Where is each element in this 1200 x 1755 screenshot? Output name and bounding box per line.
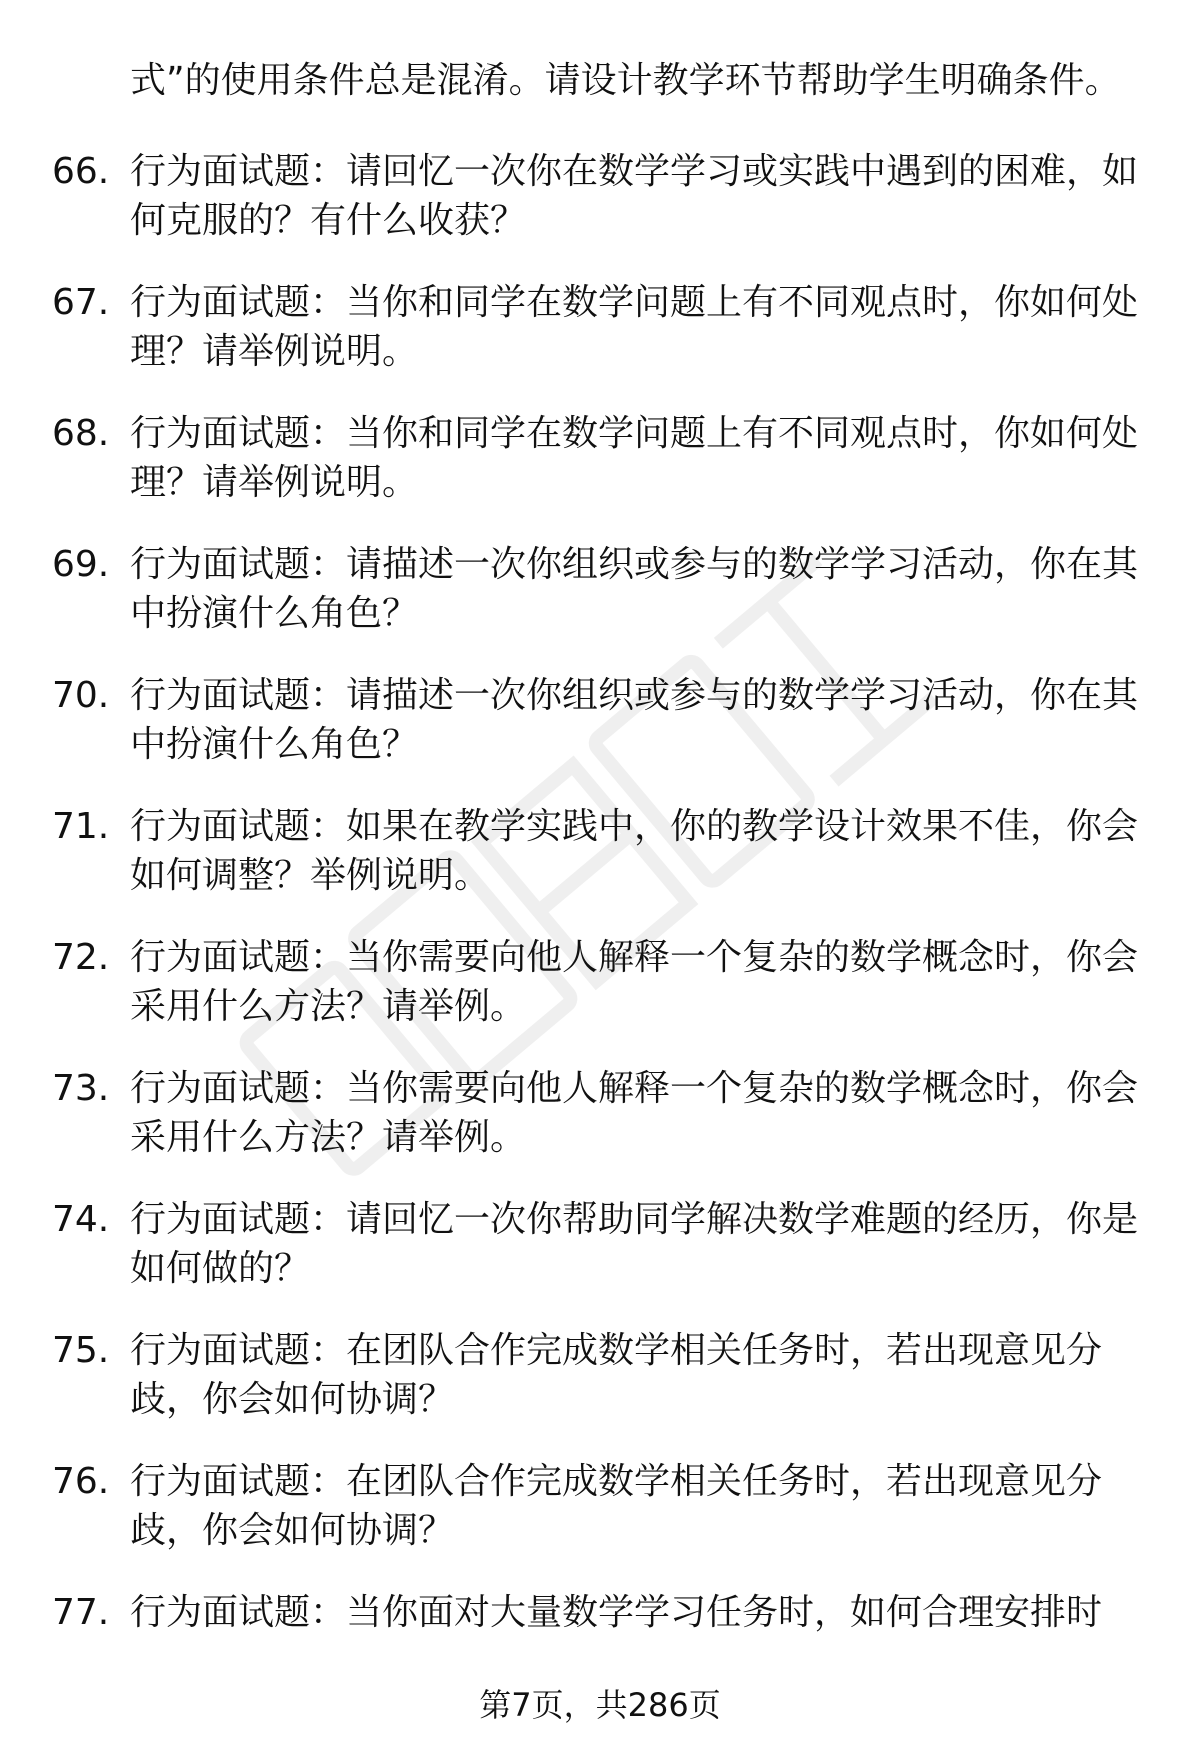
item-number: 70. — [52, 675, 110, 716]
item-text-line: 中扮演什么角色？ — [130, 593, 419, 634]
item-text-line: 行为面试题：请描述一次你组织或参与的数学学习活动，你在其 — [130, 675, 1139, 716]
item-number: 72. — [52, 937, 110, 978]
list-item — [52, 1064, 1152, 1195]
item-number: 68. — [52, 413, 110, 454]
item-text-line: 理？请举例说明。 — [130, 462, 419, 503]
item-number: 76. — [52, 1461, 110, 1502]
item-text-line: 行为面试题：当你需要向他人解释一个复杂的数学概念时，你会 — [130, 1068, 1139, 1109]
item-number: 66. — [52, 151, 110, 192]
list-item — [52, 1457, 1152, 1588]
item-text-line: 如何做的？ — [130, 1248, 311, 1289]
item-number: 77. — [52, 1592, 110, 1633]
item-text-line: 行为面试题：请描述一次你组织或参与的数学学习活动，你在其 — [130, 544, 1139, 585]
item-text — [130, 671, 1150, 769]
item-number: 75. — [52, 1330, 110, 1371]
list-item — [52, 1326, 1152, 1457]
item-text — [130, 1457, 1150, 1555]
item-text — [130, 278, 1150, 376]
item-text-line: 理？请举例说明。 — [130, 331, 419, 372]
item-number: 74. — [52, 1199, 110, 1240]
item-text — [130, 540, 1150, 638]
list-item — [52, 147, 1152, 278]
item-number: 71. — [52, 806, 110, 847]
item-text — [130, 147, 1150, 245]
item-text — [130, 1195, 1150, 1293]
item-text — [130, 1588, 1150, 1637]
item-text — [130, 933, 1150, 1031]
item-text-line: 歧，你会如何协调？ — [130, 1510, 455, 1551]
item-text-line: 何克服的？有什么收获？ — [130, 200, 527, 241]
item-text-line: 歧，你会如何协调？ — [130, 1379, 455, 1420]
list-item — [52, 933, 1152, 1064]
item-text-line: 行为面试题：当你和同学在数学问题上有不同观点时，你如何处 — [130, 413, 1139, 454]
question-list — [52, 147, 1152, 1719]
item-text-line: 行为面试题：请回忆一次你帮助同学解决数学难题的经历，你是 — [130, 1199, 1139, 1240]
list-item — [52, 802, 1152, 933]
page-footer: 第7页，共286页 — [479, 1686, 721, 1724]
item-text-line: 行为面试题：请回忆一次你在数学学习或实践中遇到的困难，如 — [130, 151, 1139, 192]
list-item — [52, 1195, 1152, 1326]
continuation-text: 式”的使用条件总是混淆。请设计教学环节帮助学生明确条件。 — [130, 60, 1121, 101]
list-item — [52, 671, 1152, 802]
item-text-line: 中扮演什么角色？ — [130, 724, 419, 765]
item-number: 67. — [52, 282, 110, 323]
list-item — [52, 409, 1152, 540]
item-text-line: 行为面试题：当你面对大量数学学习任务时，如何合理安排时 — [130, 1592, 1103, 1633]
item-text-line: 行为面试题：当你需要向他人解释一个复杂的数学概念时，你会 — [130, 937, 1139, 978]
item-text-line: 行为面试题：如果在教学实践中，你的教学设计效果不佳，你会 — [130, 806, 1139, 847]
item-text-line: 如何调整？举例说明。 — [130, 855, 491, 896]
item-text — [130, 1064, 1150, 1162]
item-text-line: 行为面试题：在团队合作完成数学相关任务时，若出现意见分 — [130, 1330, 1103, 1371]
item-text — [130, 409, 1150, 507]
item-text-line: 采用什么方法？请举例。 — [130, 986, 527, 1027]
list-item — [52, 278, 1152, 409]
item-text — [130, 1326, 1150, 1424]
item-number: 69. — [52, 544, 110, 585]
list-item — [52, 540, 1152, 671]
item-text-line: 行为面试题：当你和同学在数学问题上有不同观点时，你如何处 — [130, 282, 1139, 323]
item-text-line: 行为面试题：在团队合作完成数学相关任务时，若出现意见分 — [130, 1461, 1103, 1502]
item-text — [130, 802, 1150, 900]
item-number: 73. — [52, 1068, 110, 1109]
item-text-line: 采用什么方法？请举例。 — [130, 1117, 527, 1158]
